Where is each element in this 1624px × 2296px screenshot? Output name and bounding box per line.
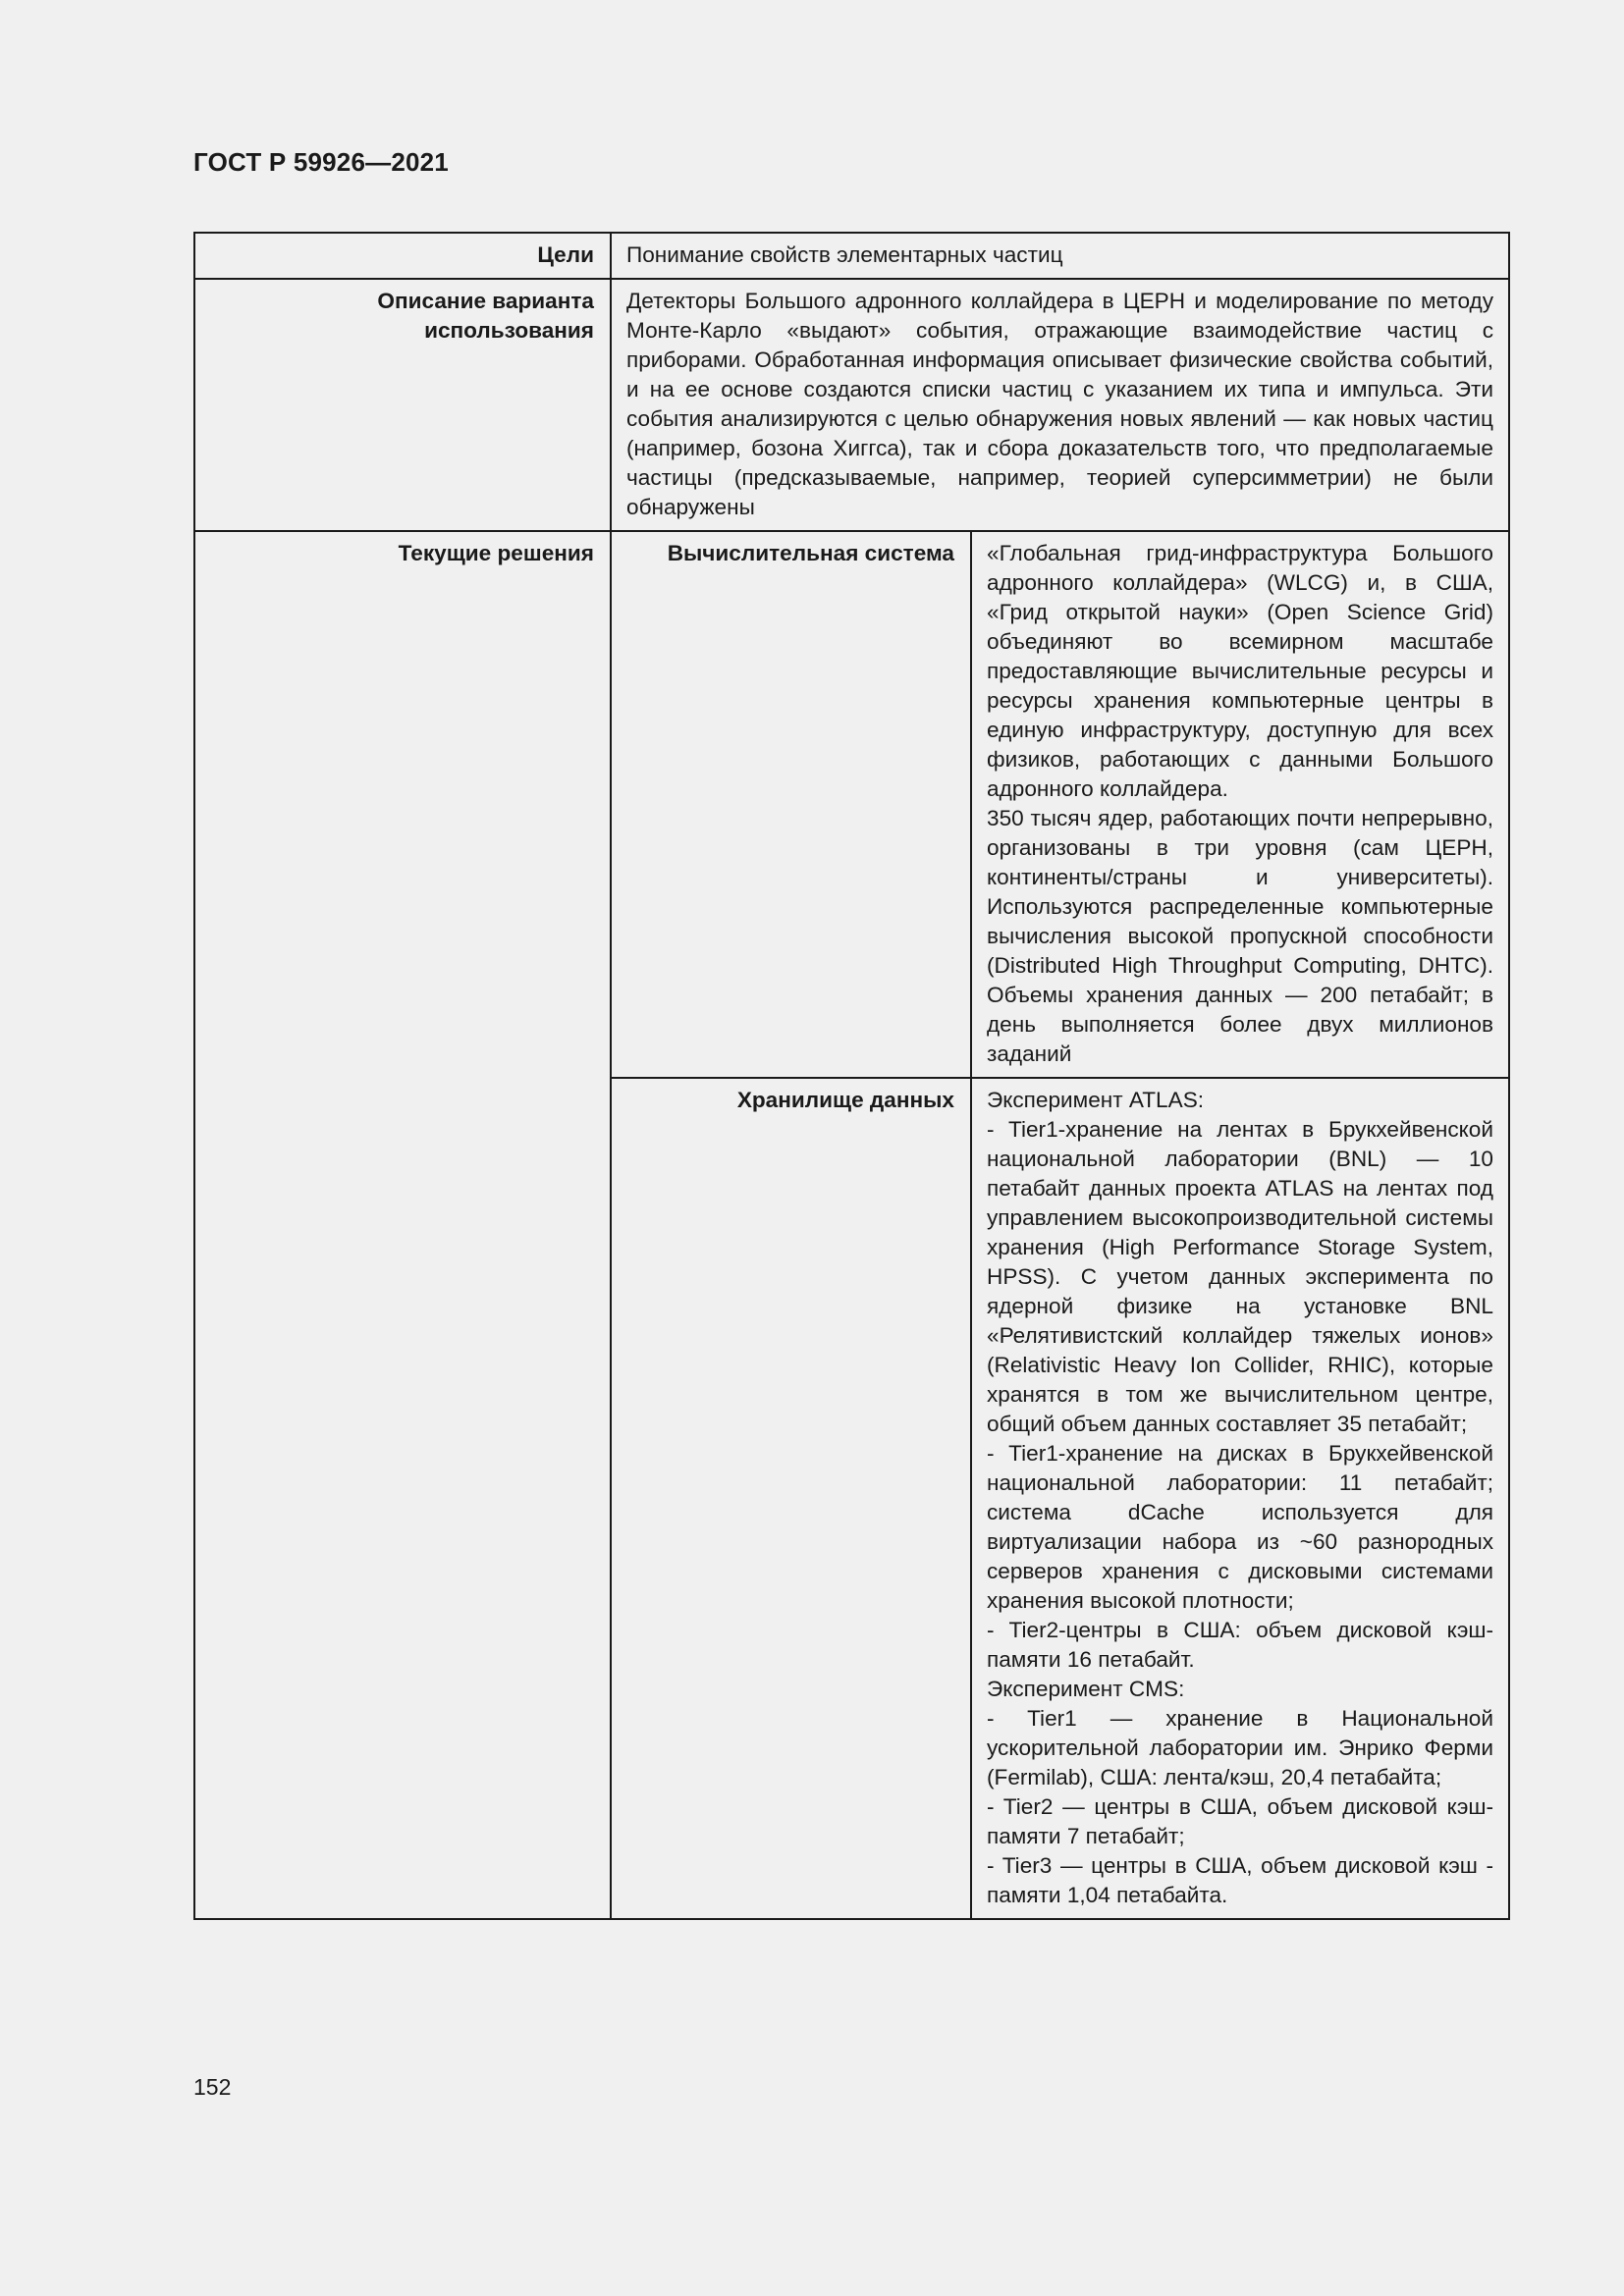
storage-paragraph: Эксперимент CMS: bbox=[987, 1677, 1185, 1701]
goals-label: Цели bbox=[194, 233, 611, 279]
storage-paragraph: - Tier1 — хранение в Национальной ускорительной лаборатории им. Энрико Ферми (Fermilab), США: лента/кэш, 20,4 петабайта; bbox=[987, 1706, 1493, 1789]
goals-value: Понимание свойств элементарных частиц bbox=[611, 233, 1509, 279]
compute-system-label: Вычислительная система bbox=[611, 531, 971, 1078]
compute-paragraph: 350 тысяч ядер, работающих почти непрерывно, организованы в три уровня (сам ЦЕРН, континенты/страны и университеты). Используются распределенные компьютерные вычисления высокой пропускной способности (Distributed High Throughput Computing, DHTC). Объемы хранения данных — 200 петабайт; в день выполняется более двух миллионов заданий bbox=[987, 806, 1493, 1066]
compute-system-value bbox=[971, 531, 1509, 1078]
document-header: ГОСТ Р 59926—2021 bbox=[193, 147, 449, 177]
data-storage-label: Хранилище данных bbox=[611, 1078, 971, 1919]
description-label: Описание варианта использования bbox=[194, 279, 611, 531]
storage-paragraph: - Tier1-хранение на дисках в Брукхейвенской национальной лаборатории: 11 петабайт; система dCache используется для виртуализации набора из ~60 разнородных серверов хранения с дисковыми системами хранения высокой плотности; bbox=[987, 1441, 1493, 1613]
data-storage-value bbox=[971, 1078, 1509, 1919]
storage-paragraph: Эксперимент ATLAS: bbox=[987, 1088, 1205, 1112]
storage-paragraph: - Tier3 — центры в США, объем дисковой кэш - памяти 1,04 петабайта. bbox=[987, 1853, 1493, 1907]
compute-paragraph: «Глобальная грид-инфраструктура Большого адронного коллайдера» (WLCG) и, в США, «Грид открытой науки» (Open Science Grid) объединяют во всемирном масштабе предоставляющие вычислительные ресурсы и ресурсы хранения компьютерные центры в единую инфраструктуру, доступную для всех физиков, работающих с данными Большого адронного коллайдера. bbox=[987, 541, 1493, 801]
page-number: 152 bbox=[193, 2074, 232, 2100]
description-value: Детекторы Большого адронного коллайдера в ЦЕРН и моделирование по методу Монте-Карло «выдают» события, отражающие взаимодействие частиц с приборами. Обработанная информация описывает физические свойства событий, и на ее основе создаются списки частиц с указанием их типа и импульса. Эти события анализируются с целью обнаружения новых явлений — как новых частиц (например, бозона Хиггса), так и сбора доказательств того, что предполагаемые частицы (предсказываемые, например, теорией суперсимметрии) не были обнаружены bbox=[611, 279, 1509, 531]
description-row bbox=[194, 279, 1509, 531]
storage-paragraph: - Tier1-хранение на лентах в Брукхейвенской национальной лаборатории (BNL) — 10 петабайт данных проекта ATLAS на лентах под управлением высокопроизводительной системы хранения (High Performance Storage System, HPSS). С учетом данных эксперимента по ядерной физике на установке BNL «Релятивистский коллайдер тяжелых ионов» (Relativistic Heavy Ion Collider, RHIC), которые хранятся в том же вычислительном центре, общий объем данных составляет 35 петабайт; bbox=[987, 1117, 1493, 1436]
compute-row bbox=[194, 531, 1509, 1078]
current-solutions-label: Текущие решения bbox=[194, 531, 611, 1919]
storage-paragraph: - Tier2-центры в США: объем дисковой кэш-памяти 16 петабайт. bbox=[987, 1618, 1493, 1672]
goals-row bbox=[194, 233, 1509, 279]
storage-paragraph: - Tier2 — центры в США, объем дисковой кэш-памяти 7 петабайт; bbox=[987, 1794, 1493, 1848]
use-case-table bbox=[193, 232, 1510, 1920]
